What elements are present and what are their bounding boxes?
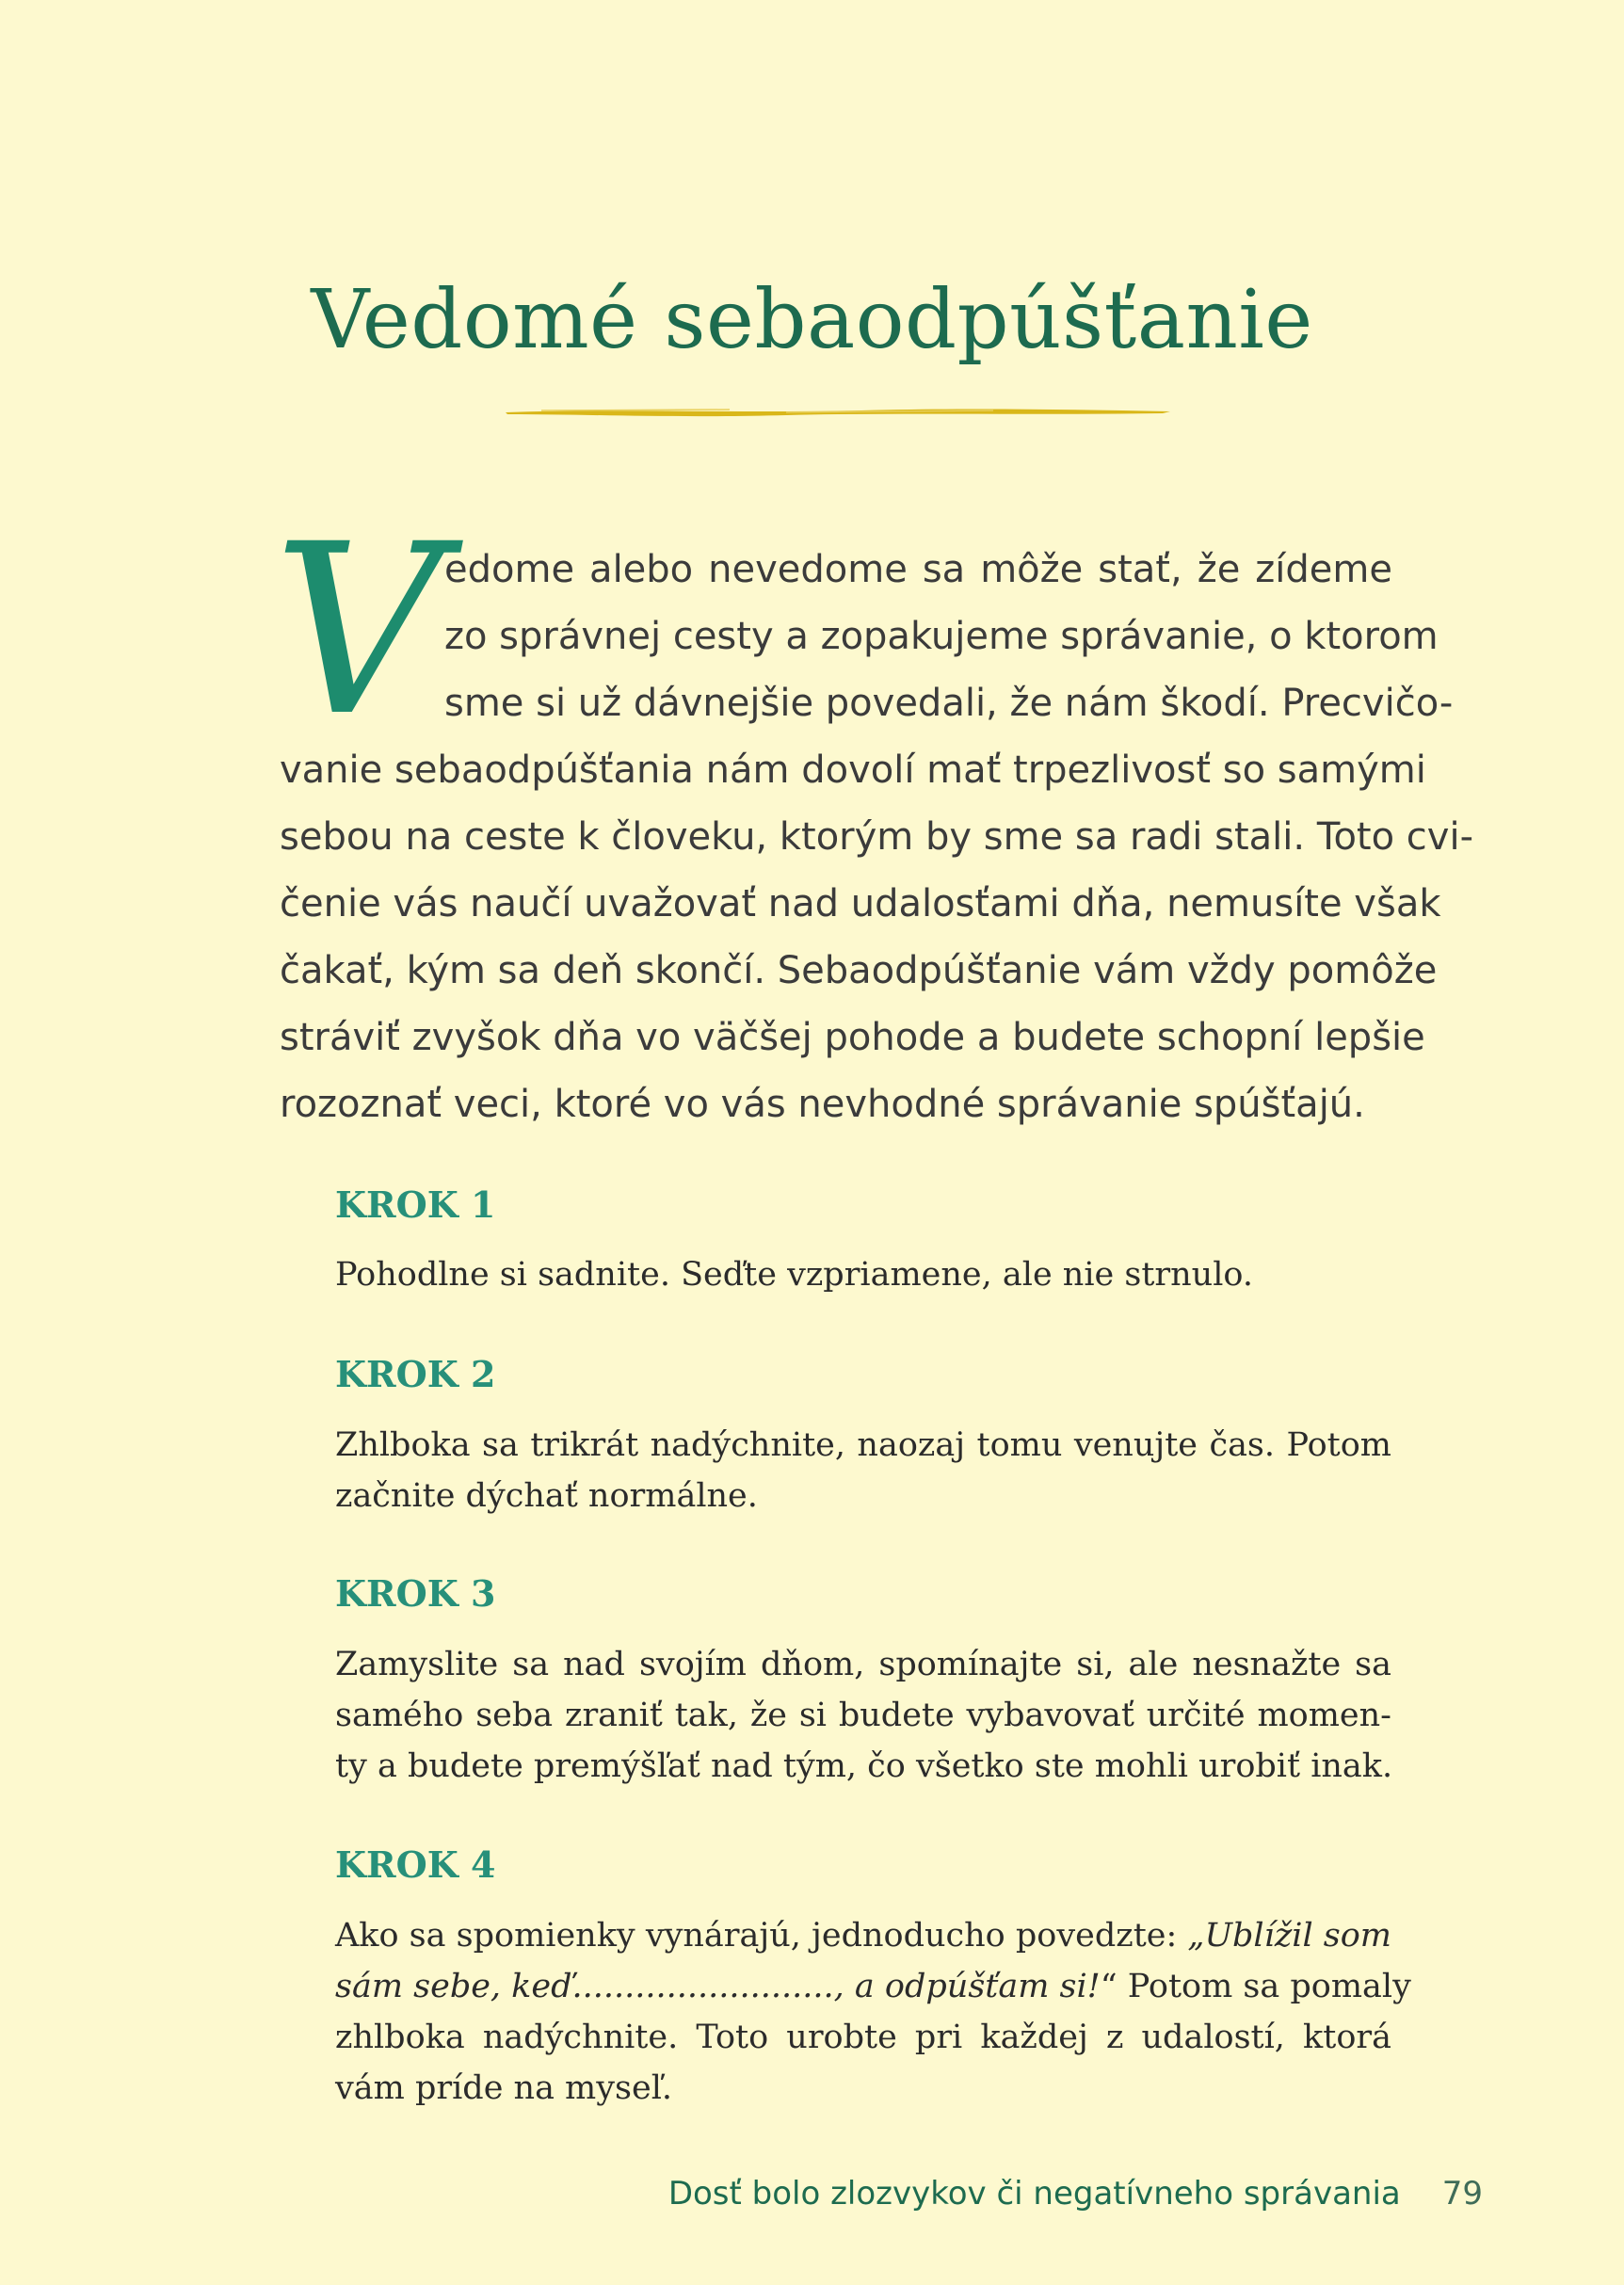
step-3-heading: KROK 3 bbox=[335, 1572, 496, 1615]
step-text: “ Potom sa pomaly bbox=[1100, 1968, 1411, 2005]
step-3-body bbox=[335, 1639, 1391, 1792]
page-footer bbox=[668, 2175, 1483, 2213]
intro-line: čenie vás naučí uvažovať nad udalosťami dňa, nemusíte však bbox=[280, 882, 1441, 925]
step-1-heading: KROK 1 bbox=[335, 1183, 496, 1226]
step-line: Zamyslite sa nad svojím dňom, spomínajte si, ale nesnažte sa bbox=[335, 1646, 1391, 1683]
intro-line: sebou na ceste k človeku, ktorým by sme sa radi stali. Toto cvi- bbox=[280, 815, 1474, 859]
step-line bbox=[335, 1910, 1391, 1961]
step-line: Pohodlne si sadnite. Seďte vzpriamene, ale nie strnulo. bbox=[335, 1256, 1253, 1294]
page-number: 79 bbox=[1441, 2175, 1483, 2213]
step-1-body bbox=[335, 1249, 1391, 1300]
page-title: Vedomé sebaodpúšťanie bbox=[311, 273, 1313, 367]
intro-line: zo správnej cesty a zopakujeme správanie, o ktorom bbox=[444, 615, 1439, 658]
step-line: vám príde na myseľ. bbox=[335, 2069, 673, 2107]
step-2-heading: KROK 2 bbox=[335, 1353, 496, 1395]
quote-text: sám sebe, keď........................., a odpúšťam si! bbox=[335, 1968, 1101, 2005]
intro-line: edome alebo nevedome sa môže stať, že zídeme bbox=[444, 548, 1392, 591]
step-4-body bbox=[335, 1910, 1411, 2114]
intro-line: rozoznať veci, ktoré vo vás nevhodné správanie spúšťajú. bbox=[280, 1083, 1365, 1126]
intro-line: vanie sebaodpúšťania nám dovolí mať trpezlivosť so samými bbox=[280, 748, 1426, 792]
step-line: samého seba zraniť tak, že si budete vybavovať určité momen- bbox=[335, 1697, 1391, 1734]
intro-line: sme si už dávnejšie povedali, že nám škodí. Precvičo- bbox=[444, 682, 1454, 725]
intro-line: stráviť zvyšok dňa vo väčšej pohode a budete schopní lepšie bbox=[280, 1016, 1425, 1059]
step-line: Zhlboka sa trikrát nadýchnite, naozaj tomu venujte čas. Potom bbox=[335, 1426, 1391, 1464]
intro-paragraph bbox=[280, 537, 1474, 1138]
step-line: zhlboka nadýchnite. Toto urobte pri každej z udalostí, ktorá bbox=[335, 2019, 1391, 2056]
step-text: Ako sa spomienky vynárajú, jednoducho povedzte: bbox=[335, 1917, 1188, 1955]
step-2-body bbox=[335, 1420, 1391, 1521]
running-title: Dosť bolo zlozvykov či negatívneho správania bbox=[667, 2175, 1401, 2213]
step-4-heading: KROK 4 bbox=[335, 1843, 496, 1886]
step-line bbox=[335, 1961, 1411, 2012]
intro-line: čakať, kým sa deň skončí. Sebaodpúšťanie vám vždy pomôže bbox=[280, 949, 1438, 992]
title-decorative-rule bbox=[504, 405, 1172, 418]
step-line: ty a budete premýšľať nad tým, čo všetko ste mohli urobiť inak. bbox=[335, 1747, 1393, 1785]
quote-text: „Ublížil som bbox=[1187, 1917, 1391, 1955]
drop-cap-letter: V bbox=[273, 493, 443, 767]
step-line: začnite dýchať normálne. bbox=[335, 1477, 758, 1515]
